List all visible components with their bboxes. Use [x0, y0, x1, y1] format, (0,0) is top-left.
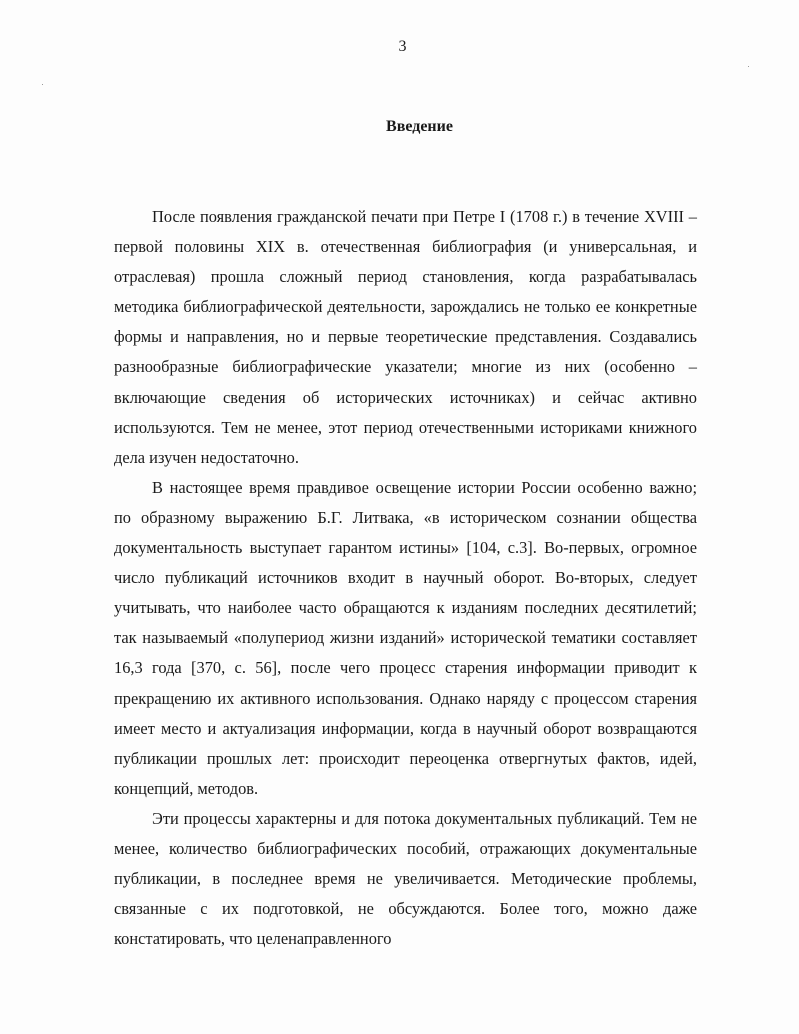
page-number: 3: [398, 38, 407, 55]
scan-speck: [748, 66, 749, 67]
body-text: [114, 202, 697, 954]
paragraph-3: Эти процессы характерны и для потока документальных публикаций. Тем не менее, количество библиографических пособий, отражающих документальные публикации, в последнее время не увеличивается. Методические проблемы, связанные с их подготовкой, не обсуждаются. Более того, можно даже констатировать, что целенаправленного: [114, 808, 697, 949]
scan-speck: [42, 84, 43, 85]
paragraph-2: В настоящее время правдивое освещение истории России особенно важно; по образному выражению Б.Г. Литвака, «в историческом сознании общества документальность выступает гарантом истины» [104, с.3]. Во-первых, огромное число публикаций источников входит в научный оборот. Во-вторых, следует учитывать, что наиболее часто обращаются к изданиям последних десятилетий; так называемый «полупериод жизни изданий» исторической тематики составляет 16,3 года [370, с. 56], после чего процесс старения информации приводит к прекращению их активного использования. Однако наряду с процессом старения имеет место и актуализация информации, когда в научный оборот возвращаются публикации прошлых лет: происходит переоценка отвергнутых фактов, идей, концепций, методов.: [114, 477, 697, 798]
paragraph-1: После появления гражданской печати при Петре I (1708 г.) в течение XVIII – первой половины XIX в. отечественная библиография (и универсальная, и отраслевая) прошла сложный период становления, когда разрабатывалась методика библиографической деятельности, зарождались не только ее конкретные формы и направления, но и первые теоретические представления. Создавались разнообразные библиографические указатели; многие из них (особенно – включающие сведения об исторических источниках) и сейчас активно используются. Тем не менее, этот период отечественными историками книжного дела изучен недостаточно.: [114, 207, 697, 467]
section-title: Введение: [386, 118, 453, 135]
